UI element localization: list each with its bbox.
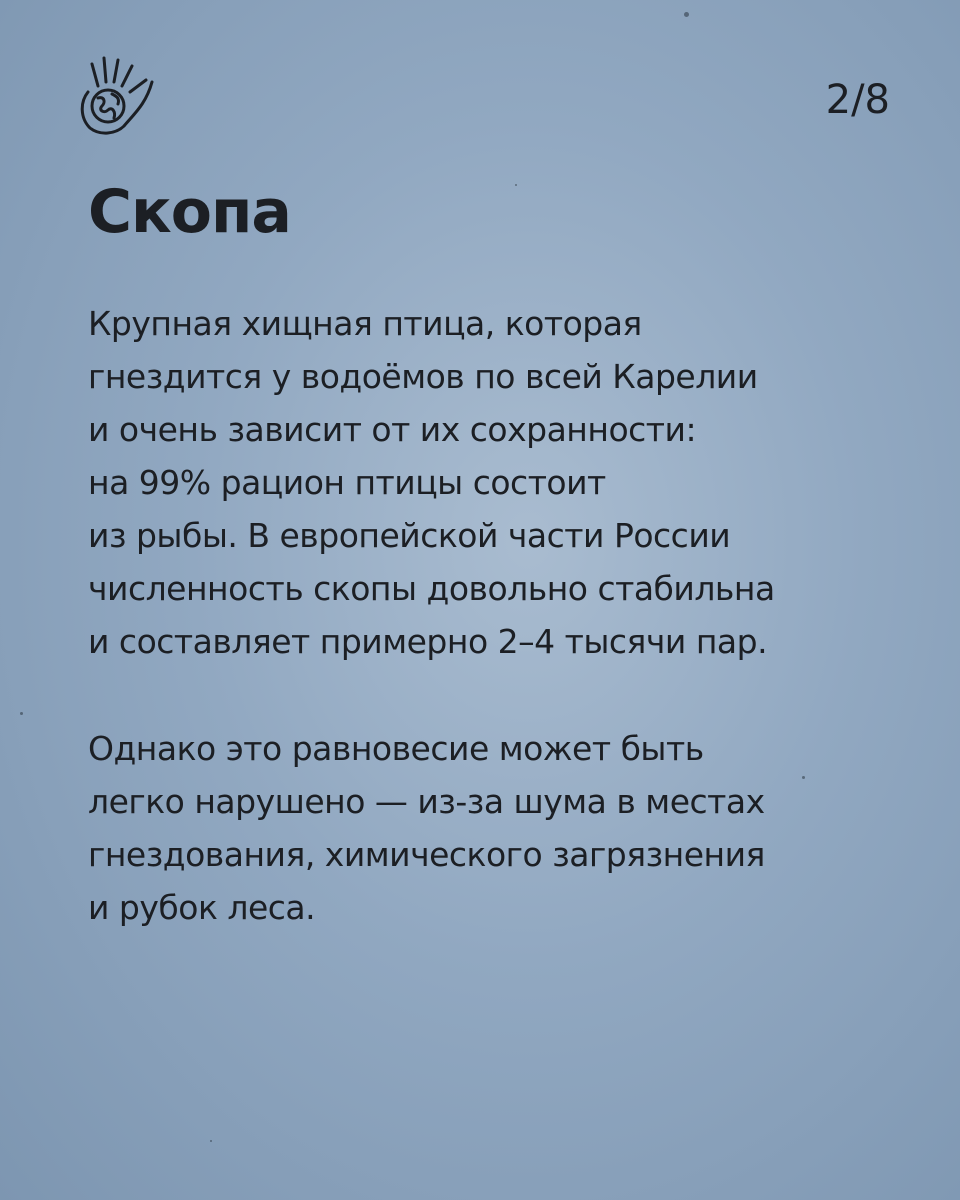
paper-speckle [515,184,517,186]
paper-speckle [802,776,805,779]
paragraph-line: численность скопы довольно стабильна [88,569,775,608]
paragraph-line: гнездования, химического загрязнения [88,835,765,874]
paragraph-line: и составляет примерно 2–4 тысячи пар. [88,622,768,661]
paragraph-description [88,297,775,668]
paragraph-line: Крупная хищная птица, которая [88,304,642,343]
paragraph-line: и рубок леса. [88,888,316,927]
paper-speckle [210,1140,212,1142]
paragraph-line: и очень зависит от их сохранности: [88,410,697,449]
paper-speckle [20,712,23,715]
paragraph-line: легко нарушено — из-за шума в местах [88,782,765,821]
paragraph-line: Однако это равновесие может быть [88,729,704,768]
page-title: Скопа [88,177,291,247]
slide-counter: 2/8 [825,77,890,123]
paragraph-line: гнездится у водоёмов по всей Карелии [88,357,758,396]
hand-globe-icon [74,52,156,138]
paragraph-line: из рыбы. В европейской части России [88,516,731,555]
paragraph-line: на 99% рацион птицы состоит [88,463,606,502]
paper-speckle [684,12,689,17]
paragraph-threats [88,722,765,934]
